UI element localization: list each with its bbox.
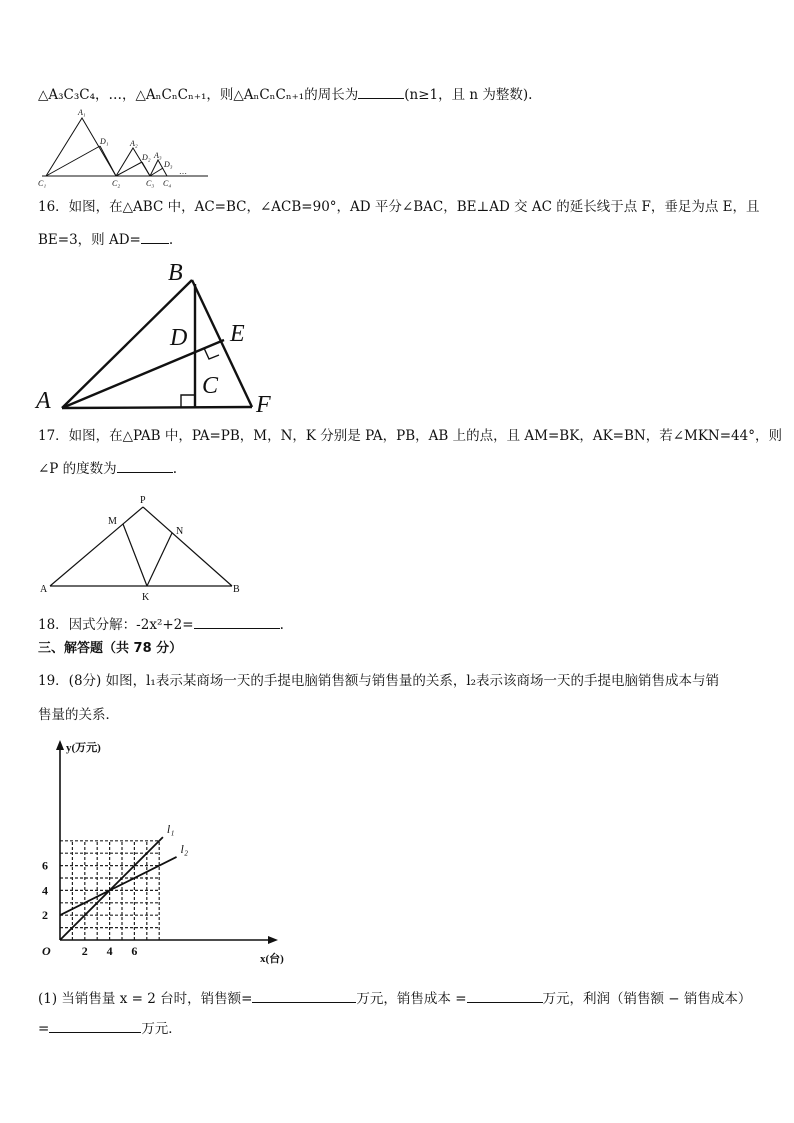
- q16-text-post: .: [168, 232, 174, 248]
- q17-line-mk: [123, 524, 147, 586]
- q15-answer-blank[interactable]: [358, 84, 404, 99]
- q19-sub1-e: 万元．: [141, 1021, 182, 1037]
- q19-line-1: 19．(8分) 如图，l₁表示某商场一天的手提电脑销售额与销售量的关系，l₂表示该商场一天的手提电脑销售成本与销: [38, 673, 720, 689]
- q15-label-c3: C₃: [146, 179, 155, 188]
- q19-sub1-b: 万元，销售成本 =: [356, 991, 467, 1007]
- series-label: l₂: [180, 841, 189, 856]
- q15-label-a2: A₂: [130, 139, 138, 148]
- q19-line-2: 售量的关系．: [38, 707, 119, 723]
- q15-label-dots: …: [179, 167, 187, 176]
- q17-label-k: K: [142, 592, 150, 603]
- q17-line-nk: [147, 533, 172, 586]
- q15-figure: [36, 104, 216, 194]
- q15-text-post: (n≥1，且 n 为整数).: [404, 87, 533, 103]
- q17-line-2: [38, 458, 177, 478]
- q17-label-n: N: [176, 526, 184, 537]
- q19-sub1-c: 万元，利润（销售额 − 销售成本）: [542, 991, 752, 1007]
- section-3-title: 三、解答题（共 78 分）: [38, 641, 183, 656]
- q17-line-pa: [50, 507, 143, 586]
- y-axis-label: y(万元): [66, 742, 101, 754]
- q15-triangle-1: [46, 118, 116, 176]
- q19-sub-1: [38, 988, 751, 1008]
- q16-label-e: E: [230, 321, 245, 347]
- q19-blank-profit[interactable]: [49, 1018, 141, 1033]
- q17-text-post: .: [172, 461, 177, 477]
- q15-label-a1: A₁: [78, 108, 86, 117]
- q19-blank-sales[interactable]: [252, 988, 356, 1003]
- q19-blank-cost[interactable]: [467, 988, 543, 1003]
- q19-sub1-d: =: [38, 1021, 50, 1037]
- q16-figure: [34, 256, 284, 416]
- q16-label-d: D: [170, 325, 188, 351]
- q15-label-a3: A₃: [154, 151, 162, 160]
- q15-text-pre: △A₃C₃C₄，…，△AₙCₙCₙ₊₁，则△AₙCₙCₙ₊₁的周长为: [38, 87, 359, 103]
- q19-chart: [28, 736, 298, 972]
- x-tick-label: 6: [131, 944, 138, 958]
- series-label: l₁: [166, 822, 175, 837]
- y-tick-label: 6: [42, 858, 48, 873]
- origin-label: O: [42, 944, 51, 958]
- q16-right-angle-e: [204, 348, 219, 359]
- q17-answer-blank[interactable]: [117, 458, 173, 473]
- q17-figure: [36, 490, 256, 604]
- x-tick-label: 2: [81, 944, 88, 958]
- q15-label-c1: C₁: [38, 179, 47, 188]
- q16-label-f: F: [256, 392, 271, 416]
- q17-label-b: B: [233, 584, 240, 595]
- q17-line-pb: [143, 507, 232, 586]
- q16-line-2: [38, 229, 173, 249]
- q17-label-a: A: [40, 584, 48, 595]
- q15-line: [38, 84, 532, 104]
- x-axis-arrow: [268, 936, 278, 944]
- q15-label-d1: D₁: [100, 137, 109, 146]
- q15-label-d2: D₂: [142, 153, 151, 162]
- q18-text-post: .: [279, 617, 284, 633]
- y-tick-label: 2: [42, 908, 48, 923]
- q16-line-1: 16．如图，在△ABC 中，AC=BC，∠ACB=90°，AD 平分∠BAC，BE⊥AD 交 AC 的延长线于点 F，垂足为点 E，且: [38, 199, 760, 215]
- q15-line-c1-d1: [46, 146, 100, 176]
- q18-text-pre: 18．因式分解：-2x²+2=: [38, 617, 194, 633]
- q17-label-m: M: [108, 516, 117, 527]
- x-axis-label: x(台): [260, 953, 284, 965]
- q16-text-pre: BE=3，则 AD=: [38, 232, 141, 248]
- q15-line-d2-c3: [142, 162, 150, 176]
- q18-answer-blank[interactable]: [194, 614, 280, 629]
- q16-right-angle-c: [181, 395, 195, 408]
- q19-sub-1-cont: [38, 1018, 182, 1038]
- q17-label-p: P: [140, 495, 146, 506]
- q16-line-ae: [62, 340, 224, 408]
- q16-label-c: C: [202, 373, 219, 399]
- q18-line: [38, 614, 284, 634]
- q17-line-1: 17．如图，在△PAB 中，PA=PB，M，N，K 分别是 PA，PB，AB 上的点，且 AM=BK，AK=BN，若∠MKN=44°，则: [38, 428, 782, 444]
- q15-label-d3: D₃: [164, 160, 173, 169]
- q16-line-af: [62, 407, 252, 408]
- y-axis-arrow: [56, 740, 64, 750]
- q15-label-c2: C₂: [112, 179, 121, 188]
- q19-sub1-a: (1) 当销售量 x = 2 台时，销售额=: [38, 991, 253, 1007]
- q17-text-pre: ∠P 的度数为: [38, 461, 117, 477]
- y-tick-label: 4: [42, 883, 48, 898]
- q16-label-b: B: [168, 260, 183, 286]
- q15-label-c4: C₄: [163, 179, 172, 188]
- q15-line-d1-c2: [100, 146, 116, 176]
- q16-label-a: A: [36, 388, 51, 414]
- x-tick-label: 4: [106, 944, 113, 958]
- q16-answer-blank[interactable]: [141, 229, 169, 244]
